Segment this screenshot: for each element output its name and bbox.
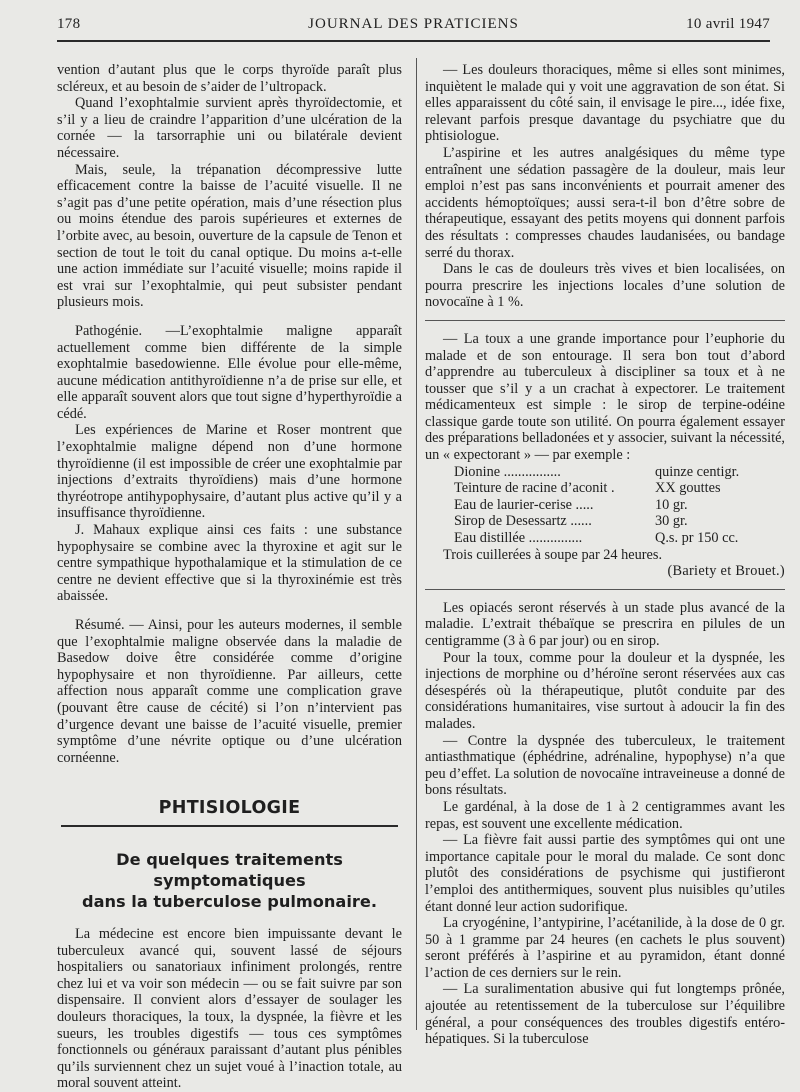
- dose: 10 gr.: [655, 496, 688, 513]
- ingredient: Teinture de racine d’aconit .: [454, 480, 615, 497]
- paragraph: — La fièvre fait aussi partie des symptômes qui ont une importance capitale pour le moral du malade. Ce sont donc plutôt des considérations de psychisme qui justifieront l’emploi des antithermiques, souvent plus nuisibles qu’utiles étant donné leur action sudorifique.: [425, 832, 785, 915]
- paragraph: Les opiacés seront réservés à un stade plus avancé de la maladie. L’extrait thébaïque se prescrira en pilules de un centigramme (3 à 6 par jour) ou en sirop.: [425, 599, 785, 649]
- paragraph: Le gardénal, à la dose de 1 à 2 centigrammes avant les repas, est souvent une excellente médication.: [425, 798, 785, 832]
- right-column: [425, 62, 785, 1048]
- journal-title: JOURNAL DES PRATICIENS: [308, 16, 519, 32]
- dose: quinze centigr.: [655, 463, 740, 480]
- paragraph: L’aspirine et les autres analgésiques du même type entraînent une sédation passagère de la douleur, mais leur emploi n’est pas sans inconvénients et pourrait amener des accidents hémoptoïques; aussi sera-t-il bon d’être sobre de thérapeutique, essayant des petits moyens qui donnent parfois des résultats : compresses chaudes laudanisées, ou bandage serré du thorax.: [425, 144, 785, 261]
- paragraph-divider: [425, 320, 785, 321]
- dose: Q.s. pr 150 cc.: [655, 530, 739, 547]
- prescription-line: [425, 480, 785, 497]
- left-column: [57, 62, 402, 1092]
- prescription: [425, 464, 785, 580]
- paragraph: — La suralimentation abusive qui fut longtemps prônée, ajoutée au retentissement de la tuberculose sur l’équilibre général, a pour conséquences des troubles digestifs entéro-hépatiques. Si la tuberculose: [425, 981, 785, 1048]
- article-title: [57, 849, 402, 912]
- ingredient: Dionine ................: [454, 463, 561, 480]
- paragraph-pathogenie: Pathogénie. —L’exophtalmie maligne apparaît actuellement comme bien différente de la simple exophtalmie basedowienne. Elle évolue pour elle-même, aucune médication antithyroïdienne n’a de prise sur elle, et elle apparaît souvent alors que tout signe d’hyperthyroïdie a cédé.: [57, 322, 402, 422]
- prescription-authors: (Bariety et Brouet.): [667, 563, 785, 580]
- paragraph: J. Mahaux explique ainsi ces faits : une substance hypophysaire se combine avec la thyroxine et agit sur le centre sympathique hypothalamique et la stimulation de ce centre ne devient effective que si la thyroxinémie est très abaissée.: [57, 522, 402, 605]
- paragraph: Quand l’exophtalmie survient après thyroïdectomie, et s’il y a lieu de craindre l’apparition d’une ulcération de la cornée — la tarsorraphie uni ou bilatérale devient nécessaire.: [57, 95, 402, 161]
- dose: 30 gr.: [655, 513, 688, 530]
- issue-date: 10 avril 1947: [686, 16, 770, 32]
- paragraph: Pour la toux, comme pour la douleur et la dyspnée, les injections de morphine ou d’héroïne seront réservées aux cas désespérés où la thérapeutique, plutôt conduite par des considérations humanitaires, vise surtout à adoucir la fin des malades.: [425, 649, 785, 732]
- paragraph: La cryogénine, l’antypirine, l’acétanilide, à la dose de 0 gr. 50 à 1 gramme par 24 heures (en cachets le plus souvent) seront préférés à l’aspirine et au pyramidon, étant donné l’action de ces derniers sur le rein.: [425, 915, 785, 981]
- paragraph: Les expériences de Marine et Roser montrent que l’exophtalmie maligne dépend non d’une hormone thyroïdienne (il est impossible de créer une exophtalmie par injections d’extraits thyroïdiens) mais d’une hormone thyréotrope antihypophysaire, d’autant plus active qu’il y a insuffisance thyroïdienne.: [57, 422, 402, 522]
- ingredient: Eau distillée ...............: [454, 530, 583, 547]
- prescription-line: [425, 530, 785, 547]
- ingredient: Sirop de Desessartz ......: [454, 513, 592, 530]
- article-title-line: dans la tuberculose pulmonaire.: [81, 891, 378, 911]
- section-heading: PHTISIOLOGIE: [158, 798, 301, 819]
- section-rule: [61, 825, 398, 827]
- paragraph-resume: Résumé. — Ainsi, pour les auteurs modernes, il semble que l’exophtalmie maligne observée dans la maladie de Basedow doive être considérée comme d’origine hypophysaire et non thyroïdienne. Par ailleurs, cette affection nous apparaît comme une complication grave (pouvant être cause de cécité) si l’on n’intervient pas d’urgence devant une baisse de l’acuité visuelle, premier symptôme d’une névrite optique ou d’une ulcération cornéenne.: [57, 617, 402, 766]
- paragraph: Dans le cas de douleurs très vives et bien localisées, on pourra prescrire les injections locales d’une solution de novocaïne à 1 %.: [425, 261, 785, 311]
- page-header: [57, 14, 770, 40]
- paragraph: — Les douleurs thoraciques, même si elles sont minimes, inquiètent le malade qui y voit une aggravation de son état. Si elles apparaissent du côté sain, il envisage le pire..., idée fixe, relevant parfois presque davantage du psychiatre que du phtisiologue.: [425, 62, 785, 145]
- paragraph: — Contre la dyspnée des tuberculeux, le traitement antiasthmatique (éphédrine, adrénaline, hypophyse) n’a que peu d’effet. La solution de novocaïne intraveineuse a donné de bons résultats.: [425, 732, 785, 799]
- paragraph: Mais, seule, la trépanation décompressive lutte efficacement contre la baisse de l’acuité visuelle. Il ne s’agit pas d’une petite opération, mais d’une résection plus ou moins étendue des parois supérieures et externes de l’orbite avec, au besoin, ouverture de la capsule de Tenon et section de tout le toit du canal optique. Du moins a-t-elle une action immédiate sur l’acuité visuelle; moins rapide il est vrai sur l’exophtalmie, qui peut subsister pendant plusieurs mois.: [57, 161, 402, 311]
- prescription-note: Trois cuillerées à soupe par 24 heures.: [443, 546, 663, 563]
- paragraph: — La toux a une grande importance pour l’euphorie du malade et de son entourage. Il sera bon tout d’abord d’apprendre au tuberculeux à discipliner sa toux et à ne tousser que s’il y a un crachat à expectorer. Le traitement médicamenteux est simple : le sirop de terpine-odéine classique garde toute son utilité. On pourra également essayer des préparations belladonées et y associer, suivant la nécessité, un « expectorant » — par exemple :: [425, 330, 785, 464]
- ingredient: Eau de laurier-cerise .....: [454, 496, 594, 513]
- article-title-line: De quelques traitements symptomatiques: [116, 849, 343, 890]
- page-number: 178: [57, 16, 81, 32]
- paragraph: vention d’autant plus que le corps thyroïde paraît plus scléreux, et au besoin de s’aider de l’ultropack.: [57, 62, 402, 95]
- paragraph-divider: [425, 589, 785, 590]
- prescription-line: [425, 497, 785, 514]
- column-divider: [416, 58, 417, 1030]
- prescription-line: [425, 464, 785, 481]
- paragraph: La médecine est encore bien impuissante devant le tuberculeux avancé qui, souvent lassé de séjours hospitaliers ou sanatoriaux infiniment prolongés, rentre chez lui et va voir son médecin — ou se fait suivre par son dispensaire. Il convient alors d’essayer de soulager les douleurs thoraciques, la toux, la dyspnée, la fièvre et les sueurs, les troubles digestifs — tous ces symptômes fonctionnels ou généraux paraissant d’autant plus pénibles qu’ils surviennent chez un sujet voué à l’inaction totale, au moral souvent atteint.: [57, 925, 402, 1092]
- prescription-line: [425, 513, 785, 530]
- dose: XX gouttes: [655, 480, 721, 497]
- header-rule: [57, 40, 770, 42]
